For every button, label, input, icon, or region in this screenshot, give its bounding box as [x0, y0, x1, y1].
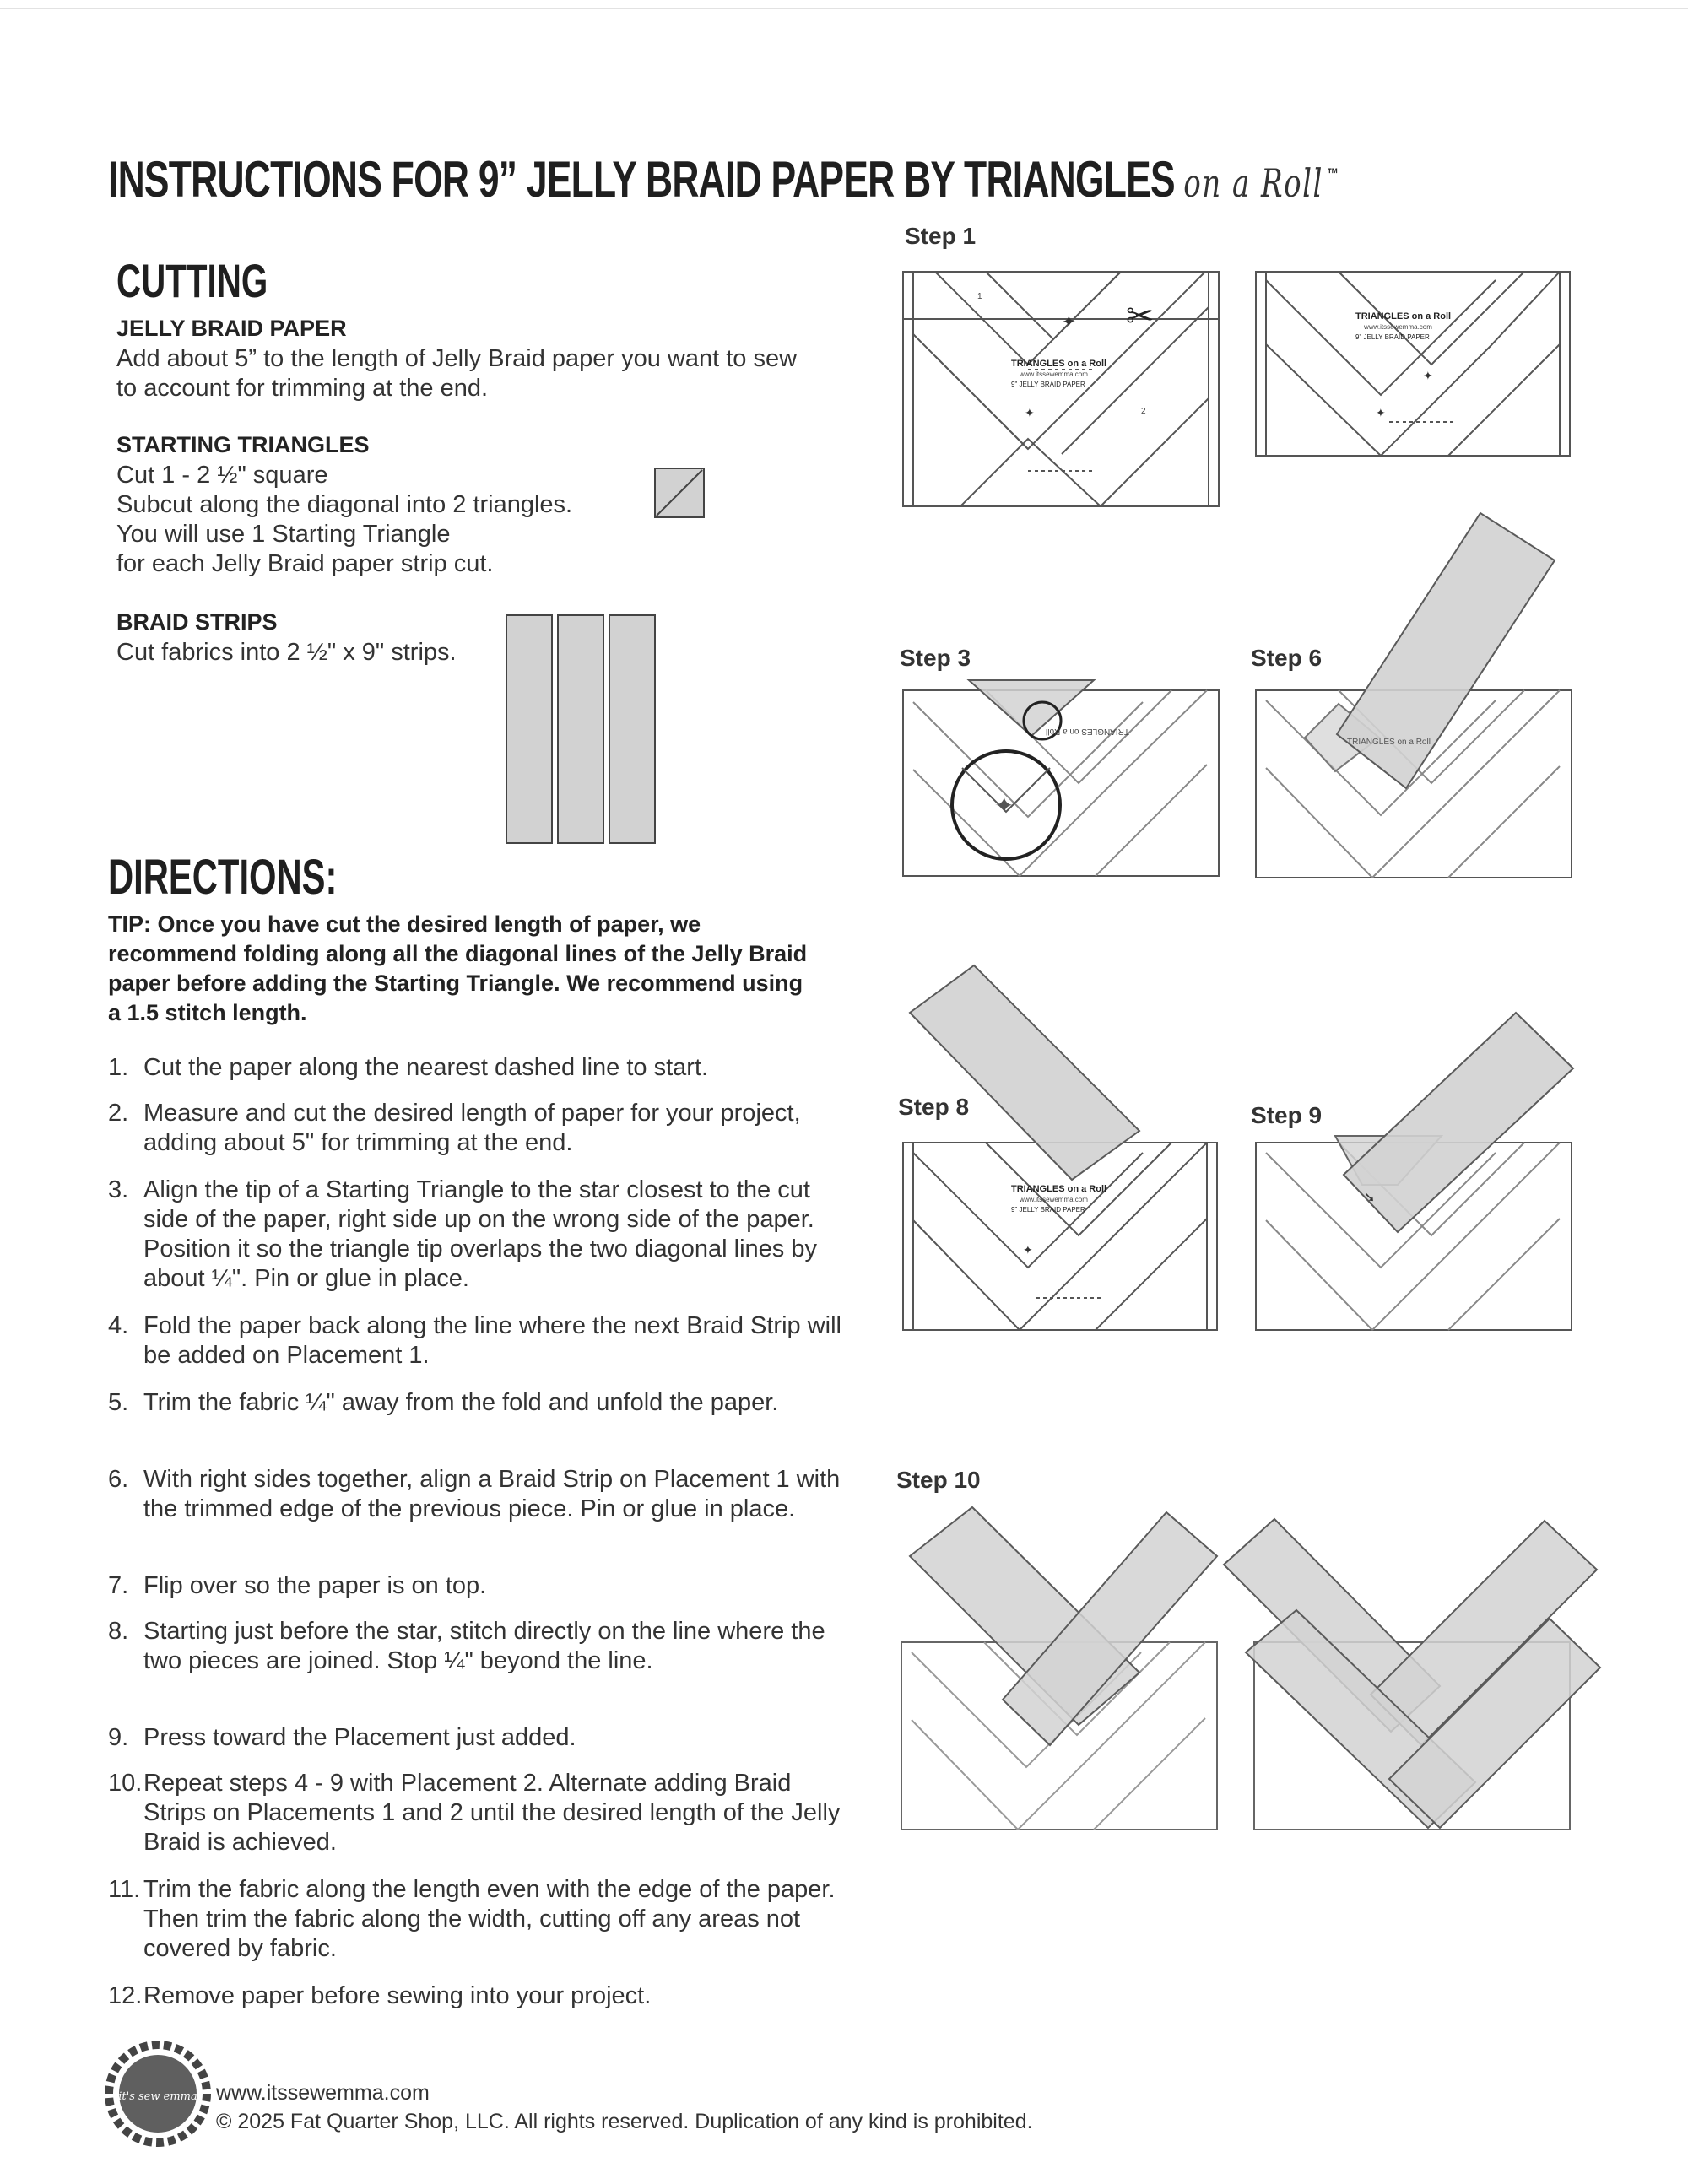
- direction-step-3: [108, 1176, 842, 1294]
- step-text: Cut the paper along the nearest dashed line to start.: [143, 1054, 709, 1081]
- braid-line-2: [912, 1720, 1018, 1830]
- step-number: 11.: [108, 1876, 141, 1903]
- braid-strips-diagram: [505, 614, 658, 845]
- brand-logo: [105, 2041, 211, 2147]
- footer-copyright: © 2025 Fat Quarter Shop, LLC. All rights reserved. Duplication of any kind is prohibited.: [216, 2110, 1033, 2133]
- step-text: Fold the paper back along the line where the next Braid Strip will be added on Placement 1.: [143, 1312, 841, 1369]
- starting-triangles-line-3: You will use 1 Starting Triangle: [116, 521, 451, 548]
- directions-list: [108, 1053, 851, 2024]
- jelly-braid-paper-heading: JELLY BRAID PAPER: [116, 316, 347, 341]
- step-1-paper-diagram: [901, 268, 1222, 510]
- braid-line-5: [1448, 766, 1560, 878]
- paper-sub-text: 9" JELLY BRAID PAPER: [1355, 333, 1430, 341]
- page-title: [108, 150, 1338, 208]
- braid-line-3: [986, 272, 1121, 339]
- step-number: 10.: [108, 1770, 143, 1797]
- trademark: ™: [1327, 165, 1338, 182]
- step-number: 1.: [108, 1054, 129, 1081]
- step-6-label: Step 6: [1251, 645, 1323, 671]
- paper-logo-text: TRIANGLES on a Roll: [1011, 1184, 1107, 1194]
- direction-step-2: [108, 1099, 842, 1158]
- braid-strip: [910, 965, 1139, 1180]
- jelly-braid-paper-text: Add about 5” to the length of Jelly Braid paper you want to sew to account for trimming at the end.: [116, 345, 798, 402]
- paper-url-text: www.itssewemma.com: [1020, 1196, 1088, 1203]
- paper-logo-mirrored: TRIANGLES on a Roll: [1347, 738, 1431, 747]
- step-3-label: Step 3: [900, 645, 971, 671]
- direction-step-4: [108, 1311, 842, 1370]
- footer-url[interactable]: www.itssewemma.com: [216, 2081, 430, 2105]
- step-text: Trim the fabric ¼" away from the fold and unfold the paper.: [143, 1389, 779, 1416]
- braid-strip-1: [506, 615, 552, 843]
- braid-strips-text: Cut fabrics into 2 ½" x 9" strips.: [116, 639, 457, 666]
- direction-step-8: [108, 1617, 842, 1676]
- step-text: Starting just before the star, stitch directly on the line where the two pieces are joined. Stop ¼" beyond the line.: [143, 1618, 825, 1674]
- step-number: 4.: [108, 1312, 129, 1339]
- step-text: Remove paper before sewing into your project.: [143, 1982, 652, 2009]
- step-text: With right sides together, align a Braid Strip on Placement 1 with the trimmed edge of the previous piece. Pin or glue in place.: [143, 1466, 841, 1522]
- paper-sub-text: 9" JELLY BRAID PAPER: [1011, 1206, 1085, 1214]
- direction-step-1: [108, 1053, 842, 1083]
- step-6-diagram: [1254, 510, 1575, 881]
- step-text: Align the tip of a Starting Triangle to the star closest to the cut side of the paper, right side up on the wrong side of the paper. Position it so the triangle tip overlaps the two diagonal lines by about ¼". Pin or glue in place.: [143, 1176, 817, 1292]
- step-text: Press toward the Placement just added.: [143, 1724, 576, 1751]
- braid-line-5: [1096, 1219, 1207, 1330]
- step-text: Trim the fabric along the length even with the edge of the paper. Then trim the fabric along the width, cutting off any areas not covered by fabric.: [143, 1876, 836, 1962]
- paper-url-text: www.itssewemma.com: [1020, 370, 1088, 378]
- braid-line-5: [1448, 1219, 1560, 1330]
- step-3-diagram: [901, 677, 1222, 879]
- step-text: Measure and cut the desired length of paper for your project, adding about 5" for trimming at the end.: [143, 1100, 801, 1156]
- star-icon: ✦: [1062, 311, 1076, 332]
- braid-line-5: [1094, 1718, 1205, 1830]
- direction-step-9: [108, 1723, 842, 1753]
- star-icon: ✦: [1025, 407, 1035, 420]
- direction-step-11: [108, 1875, 842, 1964]
- starting-triangles-heading: STARTING TRIANGLES: [116, 432, 370, 457]
- step-number: 6.: [108, 1466, 129, 1493]
- paper-logo-mirrored: TRIANGLES on a Roll: [1046, 727, 1129, 736]
- title-script: on a Roll: [1183, 160, 1323, 206]
- paper-url-text: www.itssewemma.com: [1364, 323, 1432, 331]
- star-icon: ✦: [994, 792, 1014, 819]
- braid-strip-3: [609, 615, 655, 843]
- star-icon: ✦: [1423, 370, 1433, 383]
- paper-sub-text: 9" JELLY BRAID PAPER: [1011, 381, 1085, 388]
- step-10-right-diagram: [1220, 1504, 1604, 1852]
- braid-line-2: [1266, 344, 1381, 456]
- step-text: Flip over so the paper is on top.: [143, 1572, 487, 1599]
- scissors-icon: ✂: [1126, 297, 1155, 336]
- step-number: 5.: [108, 1389, 129, 1416]
- placement-1-mark: 1: [977, 292, 982, 301]
- braid-line-4: [1020, 1143, 1207, 1330]
- step-text: Repeat steps 4 - 9 with Placement 2. Alternate adding Braid Strips on Placements 1 and 2 until the desired length of the Jelly Braid is achieved.: [143, 1770, 841, 1856]
- braid-strips-heading: BRAID STRIPS: [116, 609, 278, 635]
- braid-line-4: [913, 334, 1028, 449]
- starting-triangles-line-4: for each Jelly Braid paper strip cut.: [116, 550, 494, 577]
- braid-line-6: [1101, 398, 1209, 506]
- star-icon: ✦: [1023, 1244, 1033, 1257]
- braid-strip: [1337, 513, 1555, 788]
- braid-line-2: [1266, 768, 1372, 878]
- directions-heading: DIRECTIONS:: [108, 850, 338, 905]
- direction-step-12: [108, 1981, 842, 2011]
- logo-text: it's sew emma: [118, 2090, 197, 2103]
- braid-line-5: [1448, 344, 1560, 456]
- direction-step-10: [108, 1769, 842, 1857]
- step-number: 7.: [108, 1572, 129, 1599]
- direction-step-5: [108, 1388, 842, 1418]
- step-1-cut-paper-diagram: [1254, 268, 1573, 459]
- paper-outline: [903, 272, 1219, 506]
- step-number: 2.: [108, 1100, 129, 1127]
- step-number: 9.: [108, 1724, 129, 1751]
- paper-logo-text: TRIANGLES on a Roll: [1355, 311, 1452, 322]
- cutting-heading: CUTTING: [116, 254, 268, 307]
- direction-step-7: [108, 1571, 842, 1601]
- braid-line-4: [1381, 272, 1560, 456]
- step-9-label: Step 9: [1251, 1102, 1323, 1128]
- paper-logo-text: TRIANGLES on a Roll: [1011, 359, 1107, 369]
- braid-line-5: [1096, 765, 1207, 876]
- direction-step-6: [108, 1465, 842, 1524]
- step-number: 3.: [108, 1176, 129, 1203]
- square-diagram: [653, 467, 707, 521]
- star-icon: ✦: [1376, 407, 1386, 420]
- title-main: INSTRUCTIONS FOR 9” JELLY BRAID PAPER BY TRIANGLES: [108, 151, 1175, 208]
- braid-strip-2: [558, 615, 603, 843]
- tip-text: TIP: Once you have cut the desired length of paper, we recommend folding along all the diagonal lines of the Jelly Braid paper before adding the Starting Triangle. We recommend using a 1.5 stitch length.: [108, 911, 808, 1025]
- step-10-label: Step 10: [896, 1467, 981, 1493]
- step-8-label: Step 8: [898, 1094, 970, 1120]
- arrow-icon: ➘: [1364, 1189, 1376, 1205]
- page-top-rule: [0, 8, 1688, 9]
- step-number: 8.: [108, 1618, 129, 1645]
- braid-line-2: [1266, 1220, 1372, 1330]
- braid-line-5: [960, 439, 1101, 506]
- step-9-diagram: [1254, 1009, 1575, 1338]
- starting-triangles-line-2: Subcut along the diagonal into 2 triangles.: [116, 491, 573, 518]
- step-10-left-diagram: [900, 1504, 1224, 1833]
- step-number: 12.: [108, 1982, 143, 2009]
- step-8-diagram: [901, 962, 1220, 1333]
- starting-triangles-line-1: Cut 1 - 2 ½" square: [116, 462, 328, 489]
- braid-line-2: [913, 1220, 1020, 1330]
- placement-2-mark: 2: [1141, 407, 1146, 416]
- step-1-label: Step 1: [905, 223, 977, 249]
- braid-strip: [1344, 1013, 1573, 1232]
